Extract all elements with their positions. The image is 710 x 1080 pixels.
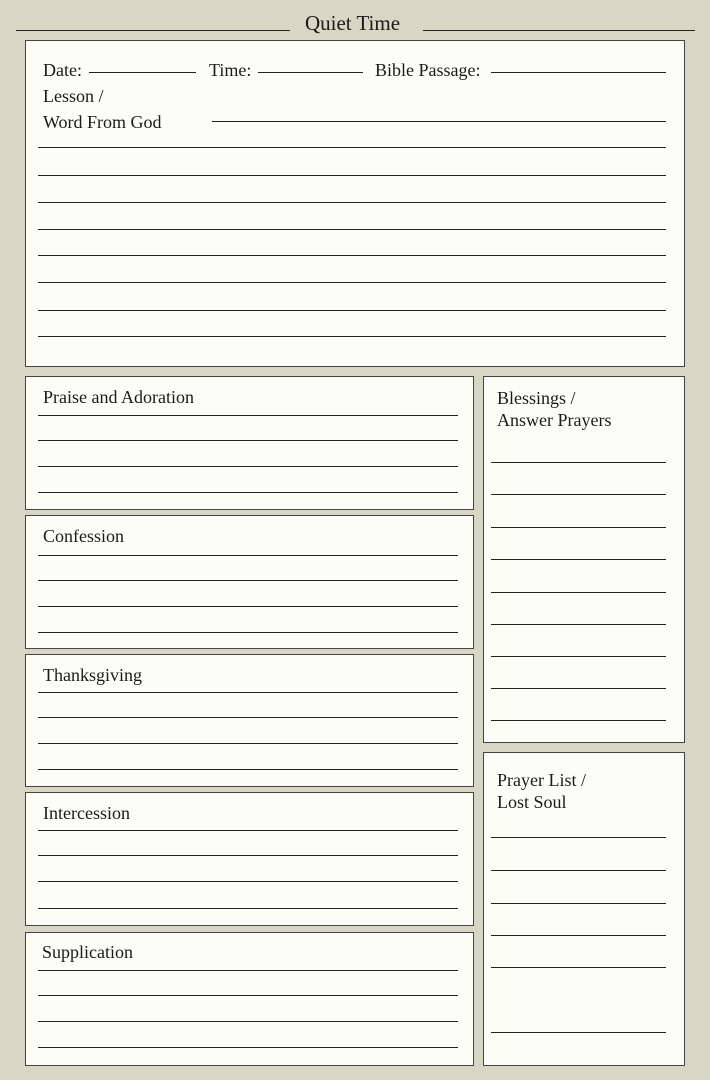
lesson-writing-line[interactable] <box>38 336 666 337</box>
prayer-list-label-line2: Lost Soul <box>497 792 567 812</box>
supplication-writing-line[interactable] <box>38 1047 458 1048</box>
confession-writing-line[interactable] <box>38 606 458 607</box>
page-title: Quiet Time <box>304 11 401 35</box>
prayer-list-writing-line[interactable] <box>491 1032 666 1033</box>
praise-writing-line[interactable] <box>38 415 458 416</box>
time-field[interactable] <box>258 72 363 73</box>
prayer-list-writing-line[interactable] <box>491 837 666 838</box>
lesson-writing-line[interactable] <box>38 282 666 283</box>
date-label: Date: <box>43 60 82 80</box>
lesson-box <box>25 40 685 367</box>
blessings-writing-line[interactable] <box>491 462 666 463</box>
prayer-list-box <box>483 752 685 1066</box>
blessings-label-line1: Blessings / <box>497 388 576 408</box>
prayer-list-writing-line[interactable] <box>491 967 666 968</box>
thanksgiving-writing-line[interactable] <box>38 743 458 744</box>
praise-writing-line[interactable] <box>38 440 458 441</box>
supplication-writing-line[interactable] <box>38 1021 458 1022</box>
thanksgiving-writing-line[interactable] <box>38 769 458 770</box>
bible-passage-field[interactable] <box>491 72 666 73</box>
thanksgiving-writing-line[interactable] <box>38 692 458 693</box>
confession-writing-line[interactable] <box>38 632 458 633</box>
blessings-writing-line[interactable] <box>491 656 666 657</box>
praise-writing-line[interactable] <box>38 466 458 467</box>
time-label: Time: <box>209 60 252 80</box>
supplication-label: Supplication <box>42 942 133 962</box>
title-line-right <box>423 30 695 31</box>
intercession-box <box>25 792 474 926</box>
lesson-writing-line[interactable] <box>38 255 666 256</box>
prayer-list-writing-line[interactable] <box>491 935 666 936</box>
lesson-writing-line[interactable] <box>38 310 666 311</box>
prayer-list-writing-line[interactable] <box>491 870 666 871</box>
supplication-writing-line[interactable] <box>38 995 458 996</box>
intercession-label: Intercession <box>43 803 130 823</box>
praise-label: Praise and Adoration <box>43 387 194 407</box>
bible-passage-label: Bible Passage: <box>375 60 481 80</box>
blessings-writing-line[interactable] <box>491 559 666 560</box>
lesson-label-line2: Word From God <box>43 112 162 132</box>
blessings-writing-line[interactable] <box>491 494 666 495</box>
intercession-writing-line[interactable] <box>38 881 458 882</box>
thanksgiving-writing-line[interactable] <box>38 717 458 718</box>
blessings-label-line2: Answer Prayers <box>497 410 612 430</box>
supplication-box <box>25 932 474 1066</box>
title-row <box>0 0 710 40</box>
thanksgiving-box <box>25 654 474 787</box>
prayer-list-label-line1: Prayer List / <box>497 770 586 790</box>
confession-box <box>25 515 474 649</box>
confession-writing-line[interactable] <box>38 555 458 556</box>
intercession-writing-line[interactable] <box>38 855 458 856</box>
date-field[interactable] <box>89 72 196 73</box>
blessings-writing-line[interactable] <box>491 527 666 528</box>
praise-box <box>25 376 474 510</box>
thanksgiving-label: Thanksgiving <box>43 665 142 685</box>
confession-writing-line[interactable] <box>38 580 458 581</box>
confession-label: Confession <box>43 526 124 546</box>
blessings-writing-line[interactable] <box>491 688 666 689</box>
blessings-writing-line[interactable] <box>491 624 666 625</box>
supplication-writing-line[interactable] <box>38 970 458 971</box>
lesson-label-line1: Lesson / <box>43 86 104 106</box>
praise-writing-line[interactable] <box>38 492 458 493</box>
blessings-box <box>483 376 685 743</box>
intercession-writing-line[interactable] <box>38 908 458 909</box>
lesson-writing-line[interactable] <box>38 229 666 230</box>
lesson-writing-line[interactable] <box>38 147 666 148</box>
prayer-list-writing-line[interactable] <box>491 903 666 904</box>
blessings-writing-line[interactable] <box>491 592 666 593</box>
lesson-writing-line[interactable] <box>38 175 666 176</box>
intercession-writing-line[interactable] <box>38 830 458 831</box>
blessings-writing-line[interactable] <box>491 720 666 721</box>
title-line-left <box>16 30 290 31</box>
lesson-writing-line[interactable] <box>38 202 666 203</box>
lesson-writing-line[interactable] <box>212 121 666 122</box>
